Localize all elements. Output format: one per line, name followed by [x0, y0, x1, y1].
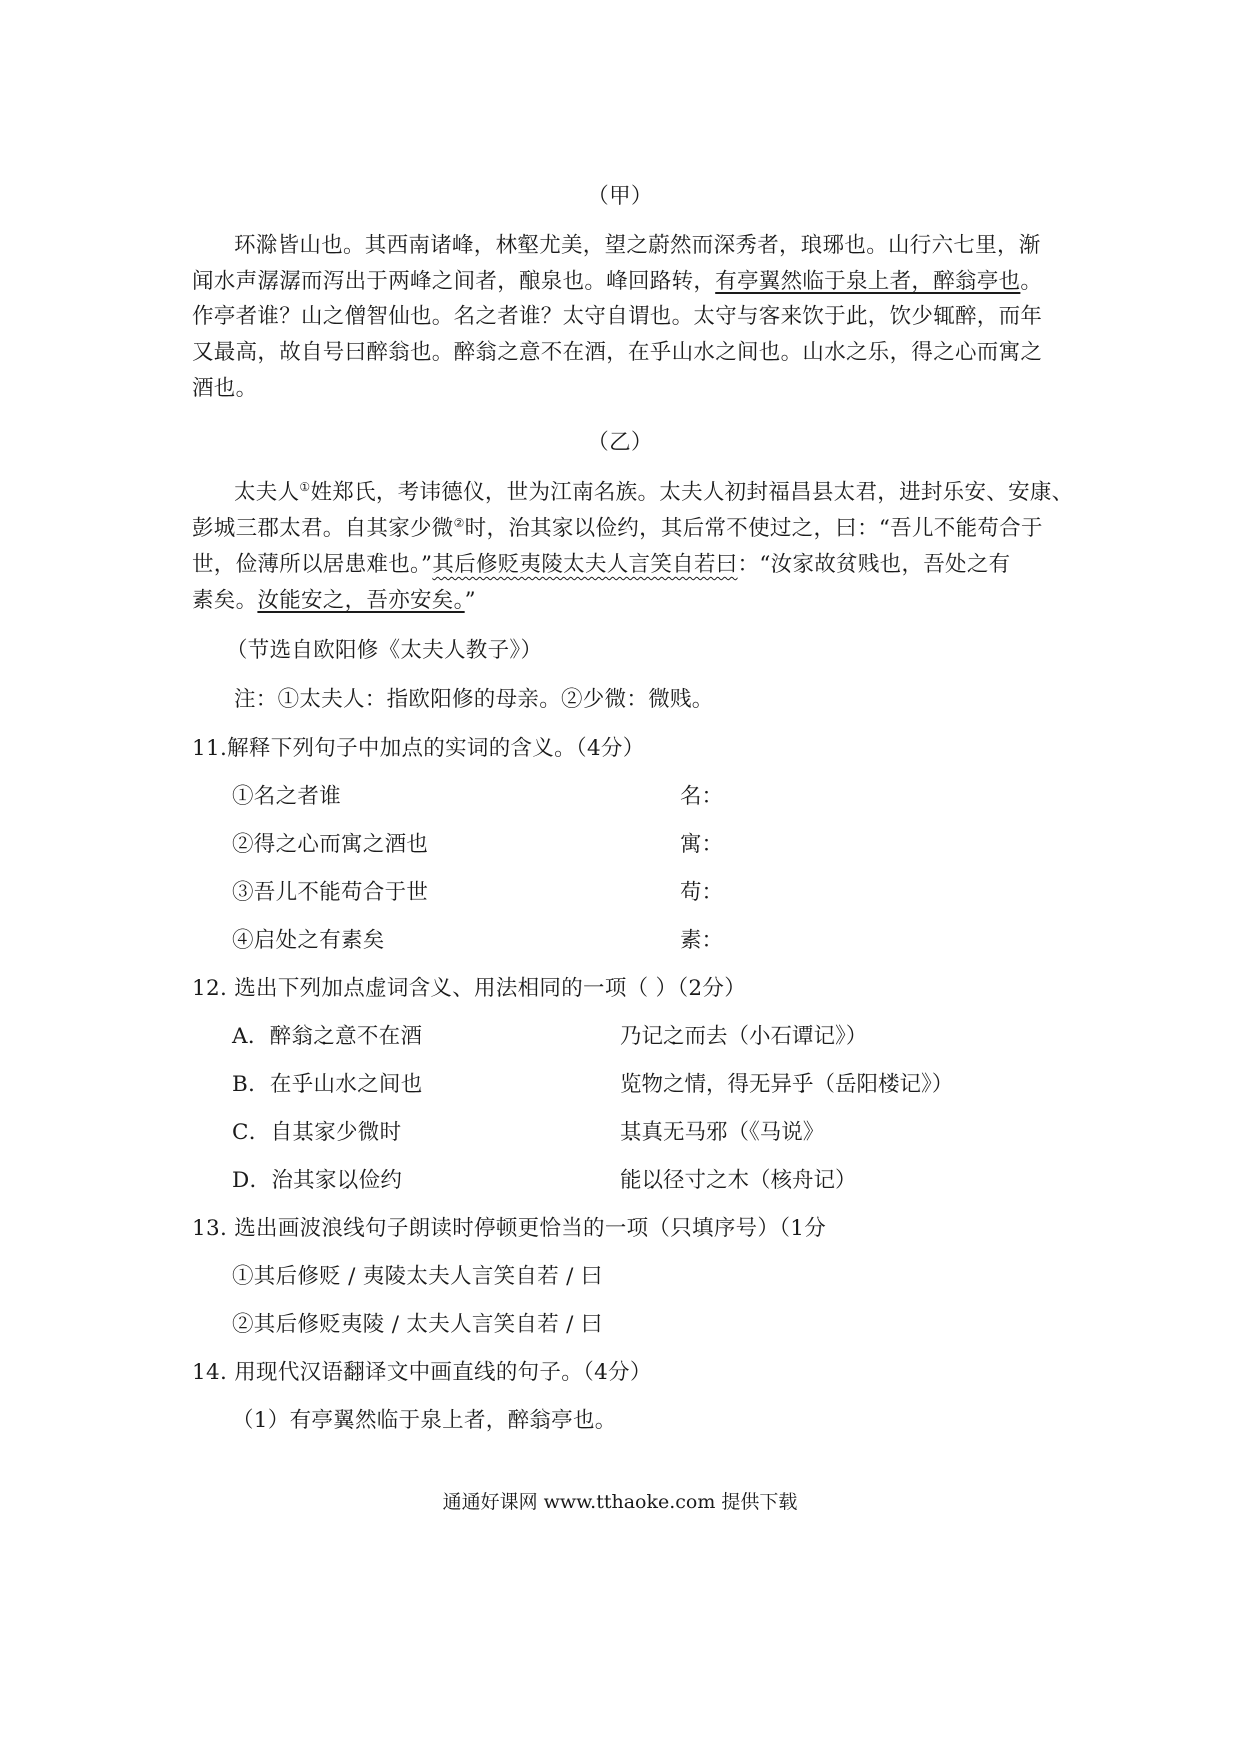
q12-option-c[interactable]: C．自其家少微时 — [232, 1120, 402, 1145]
passage-yi-line: 太夫人①姓郑氏，考讳德仪，世为江南名族。太夫人初封福昌县太君，进封乐安、安康、 — [234, 479, 1074, 505]
passage-jia-title: （甲） — [587, 184, 653, 209]
q13-option-1[interactable]: ①其后修贬 / 夷陵太夫人言笑自若 / 曰 — [232, 1264, 603, 1289]
q11-sentence: ④启处之有素矣 — [232, 928, 385, 953]
underlined-sentence: 有亭翼然临于泉上者，醉翁亭也 — [715, 269, 1021, 294]
q11-sentence: ③吾儿不能苟合于世 — [232, 880, 429, 905]
q11-answer-slot[interactable]: 寓： — [680, 832, 724, 857]
passage-yi-line: 世，俭薄所以居患难也。”其后修贬夷陵太夫人言笑自若曰：“汝家故贫贱也，吾处之有 — [192, 552, 1011, 577]
passage-jia-line: 闻水声潺潺而泻出于两峰之间者，酿泉也。峰回路转，有亭翼然临于泉上者，醉翁亭也。 — [192, 269, 1043, 294]
q11-answer-slot[interactable]: 苟： — [680, 880, 724, 905]
page-footer: 通通好课网 www.tthaoke.com 提供下载 — [442, 1491, 798, 1513]
passage-note: 注：①太夫人：指欧阳修的母亲。②少微：微贱。 — [234, 687, 714, 712]
question-11-stem: 11.解释下列句子中加点的实词的含义。（4分） — [192, 736, 645, 761]
passage-jia-line: 环滁皆山也。其西南诸峰，林壑尤美，望之蔚然而深秀者，琅琊也。山行六七里，渐 — [234, 233, 1041, 258]
wavy-underlined-sentence: 其后修贬夷陵太夫人言笑自若曰 — [432, 552, 738, 577]
q13-option-2[interactable]: ②其后修贬夷陵 / 太夫人言笑自若 / 曰 — [232, 1312, 603, 1337]
q12-option-a-compare: 乃记之而去（小石谭记》） — [620, 1024, 868, 1049]
question-13-stem: 13. 选出画波浪线句子朗读时停顿更恰当的一项（只填序号）（1分 — [192, 1216, 827, 1241]
question-12-stem: 12. 选出下列加点虚词含义、用法相同的一项（ ）（2分） — [192, 976, 746, 1001]
q14-sentence-1: （1）有亭翼然临于泉上者，醉翁亭也。 — [232, 1408, 617, 1433]
q12-option-b[interactable]: B．在乎山水之间也 — [232, 1072, 423, 1097]
q11-sentence: ①名之者谁 — [232, 784, 342, 809]
passage-yi-line: 素矣。汝能安之，吾亦安矣。” — [192, 588, 476, 613]
q12-option-d[interactable]: D．治其家以俭约 — [232, 1168, 403, 1193]
q12-option-a[interactable]: A．醉翁之意不在酒 — [232, 1024, 423, 1049]
q11-answer-slot[interactable]: 名： — [680, 784, 724, 809]
underlined-sentence: 汝能安之，吾亦安矣。 — [257, 588, 465, 613]
q11-sentence: ②得之心而寓之酒也 — [232, 832, 429, 857]
q12-option-c-compare: 其真无马邪（《马说》 — [620, 1120, 825, 1145]
passage-jia-line: 酒也。 — [192, 376, 258, 401]
passage-jia-line: 作亭者谁？山之僧智仙也。名之者谁？太守自谓也。太守与客来饮于此，饮少辄醉，而年 — [192, 304, 1043, 329]
passage-yi-line: 彭城三郡太君。自其家少微②时，治其家以俭约，其后常不使过之，曰：“吾儿不能苟合于 — [192, 515, 1043, 541]
passage-jia-line: 又最高，故自号曰醉翁也。醉翁之意不在酒，在乎山水之间也。山水之乐，得之心而寓之 — [192, 340, 1043, 365]
question-14-stem: 14. 用现代汉语翻译文中画直线的句子。（4分） — [192, 1360, 652, 1385]
q12-option-d-compare: 能以径寸之木（核舟记） — [620, 1168, 857, 1193]
passage-yi-title: （乙） — [587, 430, 653, 455]
passage-source: （节选自欧阳修《太夫人教子》） — [226, 638, 543, 663]
q11-answer-slot[interactable]: 素： — [680, 928, 724, 953]
q12-option-b-compare: 览物之情，得无异乎（岳阳楼记》） — [620, 1072, 954, 1097]
